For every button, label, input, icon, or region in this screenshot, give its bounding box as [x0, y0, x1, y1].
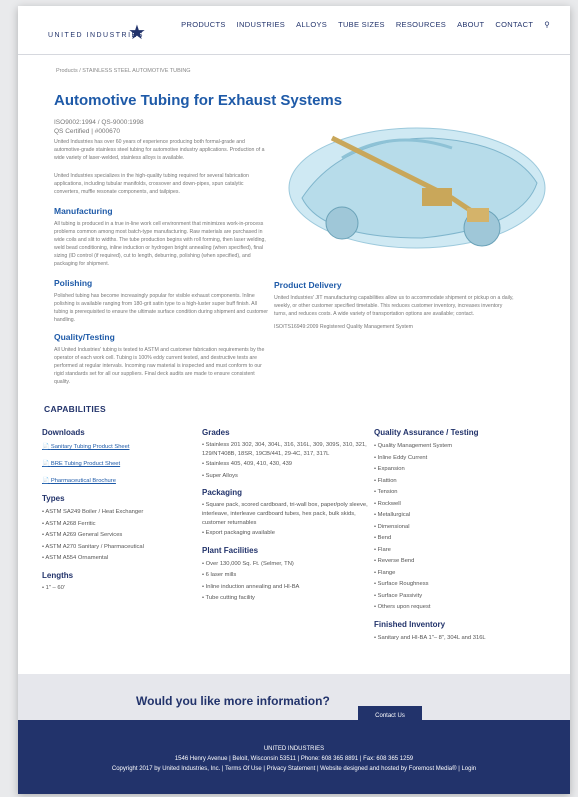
section-title: Polishing: [54, 278, 93, 288]
list-item: • Export packaging available: [202, 528, 370, 540]
finished-title: Finished Inventory: [374, 619, 446, 629]
download-label: Pharmaceutical Brochure: [50, 478, 116, 484]
nav-contact[interactable]: CONTACT: [495, 20, 534, 29]
quality-section: [54, 332, 269, 386]
footer-company: UNITED INDUSTRIES: [263, 746, 325, 752]
page-title: Automotive Tubing for Exhaust Systems: [54, 92, 343, 109]
brand-name: UNITED INDUSTRIES: [48, 32, 144, 39]
list-item: • Flare: [374, 545, 554, 557]
star-icon: ★: [128, 22, 148, 44]
nav-tube-sizes[interactable]: TUBE SIZES: [338, 20, 385, 29]
section-text: All United Industries' tubing is tested to ASTM and customer fabrication requirements by the operator of each work cell. Tubing is 100% eddy current tested, and destructive tests are performed at regular intervals. Incoming raw material is inspected and must conform to our rigid standards set for all our suppliers. Final deck audits are made to ensure consistent quality.: [54, 347, 265, 385]
list-item: • Square pack, scored cardboard, tri-wall box, paper/poly sleeve, interleave, interleave cardboard tubes, hex pack, bulk skids, customer returnables: [202, 501, 370, 528]
manufacturing-section: [54, 206, 269, 268]
list-item: • 1" – 60': [42, 583, 202, 595]
capabilities-col-3: [374, 428, 554, 644]
section-title: Quality/Testing: [54, 332, 115, 342]
downloads-title: Downloads: [42, 428, 85, 437]
list-item: • Flattion: [374, 476, 554, 488]
nav-industries[interactable]: INDUSTRIES: [236, 20, 286, 29]
delivery-section: [274, 280, 514, 331]
list-item: • Metallurgical: [374, 510, 554, 522]
download-link[interactable]: 📄 Sanitary Tubing Product Sheet: [42, 444, 130, 450]
breadcrumb[interactable]: Products / STAINLESS STEEL AUTOMOTIVE TUBING: [56, 68, 191, 74]
section-text: Polished tubing has become increasingly popular for visible exhaust components. Inline polishing is available ranging from 180-grit satin type to a high-luster super buff finish. All tubing is prerequisited to ensure the ultimate surface condition during shipment and customer handling.: [54, 293, 268, 323]
main-nav: [181, 20, 550, 29]
download-link[interactable]: 📄 Pharmaceutical Brochure: [42, 478, 116, 484]
list-item: • Sanitary and HI-BA 1"– 8", 304L and 316L: [374, 633, 554, 645]
list-item: • Rockwell: [374, 499, 554, 511]
capabilities-col-1: [42, 428, 202, 594]
list-item: • Tube cutting facility: [202, 593, 370, 605]
list-item: • Flange: [374, 568, 554, 580]
plant-title: Plant Facilities: [202, 545, 259, 555]
nav-alloys[interactable]: ALLOYS: [296, 20, 328, 29]
list-item: • Over 130,000 Sq. Ft. (Selmer, TN): [202, 559, 370, 571]
list-item: • 6 laser mills: [202, 570, 370, 582]
download-label: Sanitary Tubing Product Sheet: [50, 444, 130, 450]
intro-text: United Industries has over 60 years of experience producing both formal-grade and automotive-grade stainless steel tubing for automotive industry applications. Production of a wide variety of laser-welded, stainless alloys is available.: [54, 139, 265, 161]
list-item: • Stainless 405, 409, 410, 430, 439: [202, 459, 370, 471]
section-text: All tubing is produced in a true in-line work cell environment that minimizes work-in-process problems common among most batch-type manufacturing. Raw materials are purchased in wide coils and slit to widths. The tube production begins with roll forming, then laser welding, weld bead conditioning, inline induction or hydrogen bright annealing (when specified), final sizing (ID control (if required), cut to length, deburring, polishing (when specified), and packaging for shipment.: [54, 221, 266, 267]
list-item: • ASTM A270 Sanitary / Pharmaceutical: [42, 542, 202, 554]
certifications: [54, 118, 144, 136]
lengths-title: Lengths: [42, 570, 74, 580]
list-item: • Inline induction annealing and HI-BA: [202, 582, 370, 594]
list-item: • Reverse Bend: [374, 556, 554, 568]
list-item: • Surface Passivity: [374, 591, 554, 603]
section-text: United Industries' JIT manufacturing capabilities allow us to accommodate shipment or pickup on a daily, weekly, or other customer specified timetable. This reduces customer inventory, increases inventory turns, and reduces costs. A wide variety of transportation options are available; contact.: [274, 295, 514, 317]
list-item: • ASTM A269 General Services: [42, 530, 202, 542]
capabilities-col-2: [202, 428, 370, 605]
list-item: • Quality Management System: [374, 441, 554, 453]
list-item: • Stainless 201 302, 304, 304L, 316, 316L, 309, 309S, 310, 321, 129/NT408B, 18SR, 19CB/441, 29-4C, 317, 317L: [202, 441, 370, 459]
list-item: • Bend: [374, 533, 554, 545]
nav-products[interactable]: PRODUCTS: [181, 20, 226, 29]
list-item: • ASTM SA249 Boiler / Heat Exchanger: [42, 507, 202, 519]
packaging-title: Packaging: [202, 488, 243, 497]
list-item: • ASTM A554 Ornamental: [42, 553, 202, 565]
logo[interactable]: [48, 22, 148, 44]
list-item: • Super Alloys: [202, 471, 370, 483]
nav-about[interactable]: ABOUT: [457, 20, 485, 29]
download-link[interactable]: 📄 BRE Tubing Product Sheet: [42, 461, 121, 467]
cta-text: Would you like more information?: [136, 694, 330, 708]
footer-address: 1546 Henry Avenue | Beloit, Wisconsin 53511 | Phone: 608 365 8891 | Fax: 608 365 1259: [174, 756, 414, 762]
types-title: Types: [42, 494, 65, 503]
cert-line: ISO9002:1994 / QS-9000:1998: [54, 119, 144, 126]
footer-legal[interactable]: Copyright 2017 by United Industries, Inc. | Terms Of Use | Privacy Statement | Website designed and hosted by Foremost Media® | Login: [111, 766, 477, 772]
polishing-section: [54, 278, 269, 324]
iso-note: ISO/TS16949:2009 Registered Quality Management System: [274, 324, 413, 330]
download-label: BRE Tubing Product Sheet: [50, 461, 121, 467]
list-item: • Tension: [374, 487, 554, 499]
nav-resources[interactable]: RESOURCES: [395, 20, 447, 29]
list-item: • Inline Eddy Current: [374, 453, 554, 465]
car-exhaust-illustration: [282, 98, 552, 268]
grades-title: Grades: [202, 428, 230, 437]
list-item: • Expansion: [374, 464, 554, 476]
list-item: • ASTM A268 Ferritic: [42, 519, 202, 531]
qa-title: Quality Assurance / Testing: [374, 428, 479, 437]
site-header: [18, 6, 570, 55]
list-item: • Dimensional: [374, 522, 554, 534]
capabilities-heading: CAPABILITIES: [44, 404, 106, 414]
cert-line: QS Certified | #000670: [54, 128, 121, 135]
site-footer: [18, 720, 570, 794]
intro-text-2: United Industries specializes in the high-quality tubing required for several fabrication applications, including tubular manifolds, crossover and down-pipes, spun catalytic converters, muffle resonate components, and tailpipes.: [54, 173, 249, 195]
section-title: Manufacturing: [54, 206, 113, 216]
contact-us-button[interactable]: Contact Us: [358, 706, 422, 726]
page: [18, 6, 570, 794]
search-icon[interactable]: ⚲: [544, 20, 550, 29]
list-item: • Surface Roughness: [374, 579, 554, 591]
section-title: Product Delivery: [274, 280, 342, 290]
list-item: • Others upon request: [374, 602, 554, 614]
